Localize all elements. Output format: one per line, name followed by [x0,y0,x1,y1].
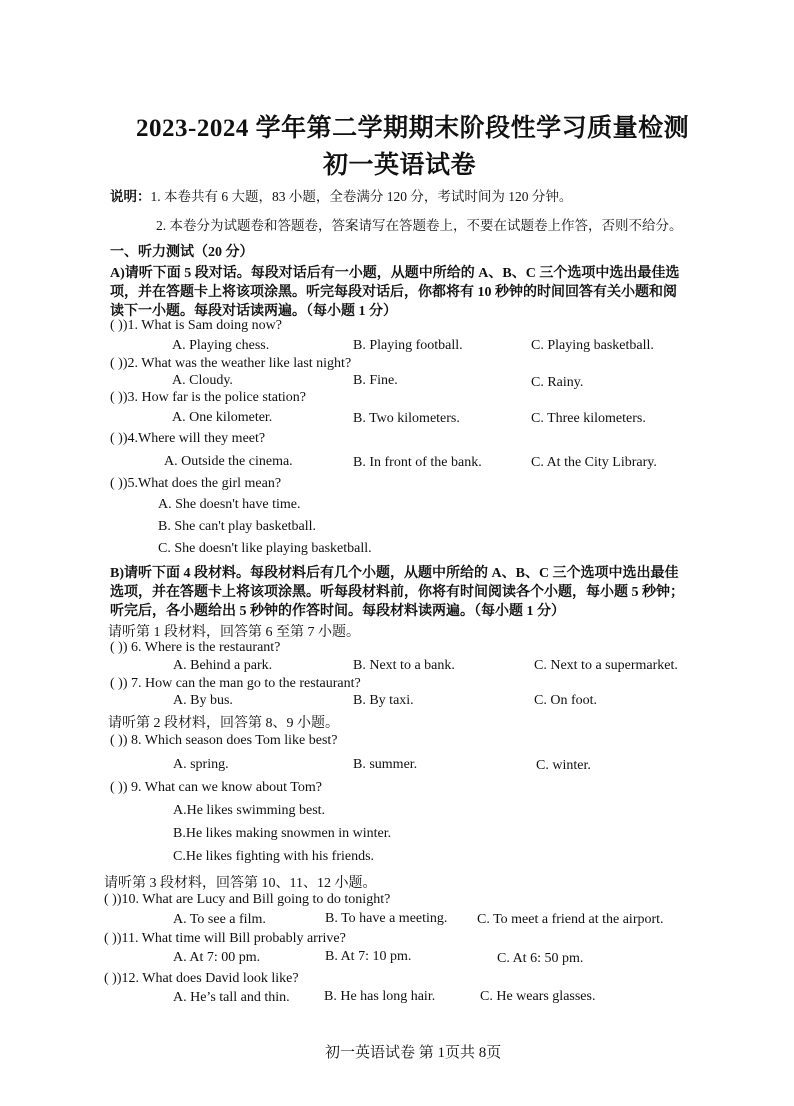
q4-option-c: C. At the City Library. [531,455,657,470]
answer-paren: ( ) [110,640,123,655]
q9-option-c: C.He likes fighting with his friends. [173,849,375,864]
section-heading: 一、听力测试（20 分） [110,245,254,260]
question-8 [110,733,338,749]
q5-option-b: B. She can't play basketball. [158,519,317,534]
question-text: )12. What does David look like? [116,971,299,986]
page-footer: 初一英语试卷 第 1页共 8页 [325,1045,502,1061]
question-text: ) 9. What can we know about Tom? [122,780,322,795]
answer-paren: ( ) [110,390,123,405]
q10-option-c: C. To meet a friend at the airport. [477,912,664,927]
question-5 [110,476,281,492]
instructions-item1: 1. 本卷共有 6 大题，83 小题，全卷满分 120 分，考试时间为 120 分钟。 [150,189,573,204]
q6-option-c: C. Next to a supermarket. [534,658,678,673]
q12-option-b: B. He has long hair. [324,989,436,1004]
question-3 [110,390,306,406]
question-11 [104,931,346,947]
instructions-line1 [110,185,572,205]
q5-option-a: A. She doesn't have time. [158,497,301,512]
answer-paren: ( ) [110,431,123,446]
answer-paren: ( ) [104,931,117,946]
q8-option-c: C. winter. [536,758,591,773]
answer-paren: ( ) [110,318,123,333]
q6-option-b: B. Next to a bank. [353,658,455,673]
answer-paren: ( ) [104,971,117,986]
question-10 [104,892,390,908]
q11-option-a: A. At 7: 00 pm. [173,950,261,965]
q9-option-a: A.He likes swimming best. [173,803,326,818]
part-b-line1: B)请听下面 4 段材料。每段材料后有几个小题，从题中所给的 A、B、C 三个选项中选出最佳 [110,566,679,581]
q2-option-c: C. Rainy. [531,375,584,390]
question-1 [110,318,282,334]
q7-option-a: A. By bus. [173,693,233,708]
q11-option-b: B. At 7: 10 pm. [325,949,412,964]
question-text: ) 7. How can the man go to the restaurant? [122,676,361,691]
q5-option-c: C. She doesn't like playing basketball. [158,541,372,556]
instructions-item2: 2. 本卷分为试题卷和答题卷，答案请写在答题卷上，不要在试题卷上作答，否则不给分。 [156,218,683,233]
part-a-line3: 读下一小题。每段对话读两遍。（每小题 1 分） [110,304,397,319]
q9-option-b: B.He likes making snowmen in winter. [173,826,392,841]
q10-option-b: B. To have a meeting. [325,911,448,926]
answer-paren: ( ) [110,476,123,491]
question-text: )3. How far is the police station? [122,390,306,405]
question-text: )4.Where will they meet? [122,431,266,446]
q3-option-a: A. One kilometer. [172,410,273,425]
q1-option-b: B. Playing football. [353,338,463,353]
exam-title: 2023-2024 学年第二学期期末阶段性学习质量检测 [136,115,690,142]
answer-paren: ( ) [110,356,123,371]
question-7 [110,676,361,692]
q4-option-b: B. In front of the bank. [353,455,482,470]
q12-option-a: A. He’s tall and thin. [173,990,290,1005]
q7-option-b: B. By taxi. [353,693,414,708]
answer-paren: ( ) [110,733,123,748]
question-2 [110,356,351,372]
q3-option-b: B. Two kilometers. [353,411,460,426]
question-4 [110,431,265,447]
answer-paren: ( ) [110,780,123,795]
material-3-instruction: 请听第 3 段材料，回答第 10、11、12 小题。 [104,876,377,891]
part-b-line3: 听完后，各小题给出 5 秒钟的作答时间。每段材料读两遍。（每小题 1 分） [110,604,565,619]
question-12 [104,971,299,987]
q10-option-a: A. To see a film. [173,912,266,927]
question-text: ) 8. Which season does Tom like best? [122,733,338,748]
question-text: )11. What time will Bill probably arrive? [116,931,346,946]
q2-option-a: A. Cloudy. [172,373,233,388]
q12-option-c: C. He wears glasses. [480,989,596,1004]
q8-option-b: B. summer. [353,757,418,772]
q7-option-c: C. On foot. [534,693,597,708]
exam-subtitle: 初一英语试卷 [323,152,477,179]
question-text: )2. What was the weather like last night? [122,356,352,371]
q2-option-b: B. Fine. [353,373,398,388]
material-1-instruction: 请听第 1 段材料，回答第 6 至第 7 小题。 [108,625,360,640]
q1-option-a: A. Playing chess. [172,338,270,353]
question-text: )5.What does the girl mean? [122,476,282,491]
q11-option-c: C. At 6: 50 pm. [497,951,584,966]
part-b-line2: 选项，并在答题卡上将该项涂黑。听每段材料前，你将有时间阅读各个小题，每小题 5 秒钟； [110,585,684,600]
answer-paren: ( ) [104,892,117,907]
question-6 [110,640,280,656]
question-text: ) 6. Where is the restaurant? [122,640,281,655]
q1-option-c: C. Playing basketball. [531,338,654,353]
part-a-line2: 项，并在答题卡上将该项涂黑。听完每段对话后，你都将有 10 秒钟的时间回答有关小题和阅 [110,285,677,300]
instructions-label: 说明： [110,189,151,204]
q6-option-a: A. Behind a park. [173,658,273,673]
material-2-instruction: 请听第 2 段材料，回答第 8、9 小题。 [108,716,339,731]
answer-paren: ( ) [110,676,123,691]
q8-option-a: A. spring. [173,757,229,772]
q3-option-c: C. Three kilometers. [531,411,646,426]
q4-option-a: A. Outside the cinema. [164,454,293,469]
question-text: )10. What are Lucy and Bill going to do tonight? [116,892,391,907]
question-9 [110,780,322,796]
part-a-line1: A)请听下面 5 段对话。每段对话后有一小题，从题中所给的 A、B、C 三个选项中选出最佳选 [110,266,680,281]
question-text: )1. What is Sam doing now? [122,318,282,333]
